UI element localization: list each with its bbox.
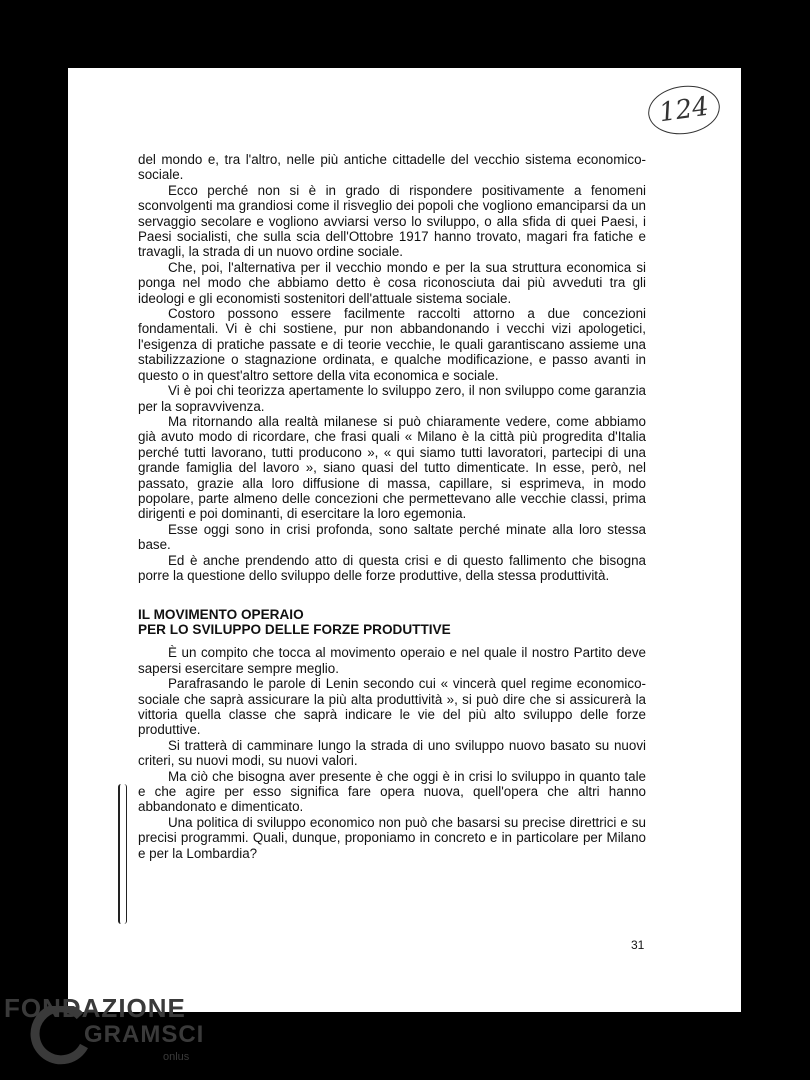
heading-line-1: IL MOVIMENTO OPERAIO: [138, 607, 304, 623]
fondazione-gramsci-watermark: [0, 988, 205, 1068]
paragraph: Vi è poi chi teorizza apertamente lo sviluppo zero, il non sviluppo come garanzia per la sopravvivenza.: [138, 383, 646, 414]
paragraph: È un compito che tocca al movimento operaio e nel quale il nostro Partito deve sapersi esercitare sempre meglio.: [138, 645, 646, 676]
document-page: [68, 68, 741, 1012]
paragraph: Esse oggi sono in crisi profonda, sono saltate perché minate alla loro stessa base.: [138, 521, 646, 553]
paragraph: Ma ritornando alla realtà milanese si può chiaramente vedere, come abbiamo già avuto modo di ricordare, che frasi quali « Milano è la città più progredita d'Italia perché tutti lavorano, tutti producono », « qui siamo tutti lavoratori, partecipi di una grande famiglia del lavoro », siano quasi del tutto dimenticate. In esse, però, nel passato, grazie alla loro diffusione di massa, capillare, si esprimeva, in modo popolare, parte almeno delle concezioni che permettevano alle vecchie classi, prima dirigenti e poi dominanti, di esercitare la loro egemonia.: [138, 413, 646, 522]
paragraph: Una politica di sviluppo economico non può che basarsi su precise direttrici e su precisi programmi. Quali, dunque, proponiamo in concreto e in particolare per Milano e per la Lombardia?: [138, 814, 646, 861]
paragraph: Ma ciò che bisogna aver presente è che oggi è in crisi lo sviluppo in quanto tale e che agire per esso significa fare opera nuova, quell'opera che altri hanno abbandonato e dimenticato.: [138, 768, 646, 815]
paragraph: del mondo e, tra l'altro, nelle più antiche cittadelle del vecchio sistema economico-sociale.: [138, 152, 646, 183]
paragraph: Costoro possono essere facilmente raccolti attorno a due concezioni fondamentali. Vi è chi sostiene, pur non abbandonando i vecchi vizi apologetici, l'esigenza di pratiche passate e di teorie vecchie, le quali garantiscano assieme una stabilizzazione o stagnazione ordinata, e qualche modificazione, e passo avanti in questo o in quest'altro settore della vita economica e sociale.: [138, 306, 646, 383]
heading-line-2: PER LO SVILUPPO DELLE FORZE PRODUTTIVE: [138, 622, 451, 638]
paragraph: Si tratterà di camminare lungo la strada di uno sviluppo nuovo basato su nuovi criteri, su nuovi modi, su nuovi valori.: [138, 737, 646, 769]
body-text: [138, 152, 646, 861]
page-number: 31: [631, 938, 645, 952]
archive-number-stamp: 124: [645, 81, 723, 139]
section-heading: [138, 607, 646, 637]
paragraph: Parafrasando le parole di Lenin secondo cui « vincerà quel regime economico-sociale che saprà assicurare la più alta produttività », si può dire che si assicurerà la vittoria quella classe che saprà indicare le vie del più alto sviluppo delle forze produttive.: [138, 676, 646, 738]
margin-bracket-mark: [118, 784, 127, 924]
paragraph: Che, poi, l'alternativa per il vecchio mondo e per la sua struttura economica si ponga nel modo che abbiamo detto è cosa riconosciuta dai più avveduti tra gli ideologi e gli economisti sostenitori dell'attuale sistema sociale.: [138, 259, 646, 306]
logo-line-3: onlus: [163, 1051, 190, 1063]
logo-line-2: GRAMSCI: [84, 1021, 205, 1048]
section-workers-movement: [138, 645, 646, 861]
section-intro: [138, 152, 646, 583]
logo-line-1: FONDAZIONE: [4, 993, 186, 1023]
paragraph: Ecco perché non si è in grado di rispondere positivamente a fenomeni sconvolgenti ma grandiosi come il risveglio dei popoli che vogliono emanciparsi da un servaggio secolare e vogliono avviarsi verso lo sviluppo, o alla sfida di quei Paesi, i Paesi socialisti, che sulla scia dell'Ottobre 1917 hanno trovato, magari fra fatiche e travagli, la strada di un nuovo ordine sociale.: [138, 182, 646, 260]
paragraph: Ed è anche prendendo atto di questa crisi e di questo fallimento che bisogna porre la questione dello sviluppo delle forze produttive, della stessa produttività.: [138, 552, 646, 583]
